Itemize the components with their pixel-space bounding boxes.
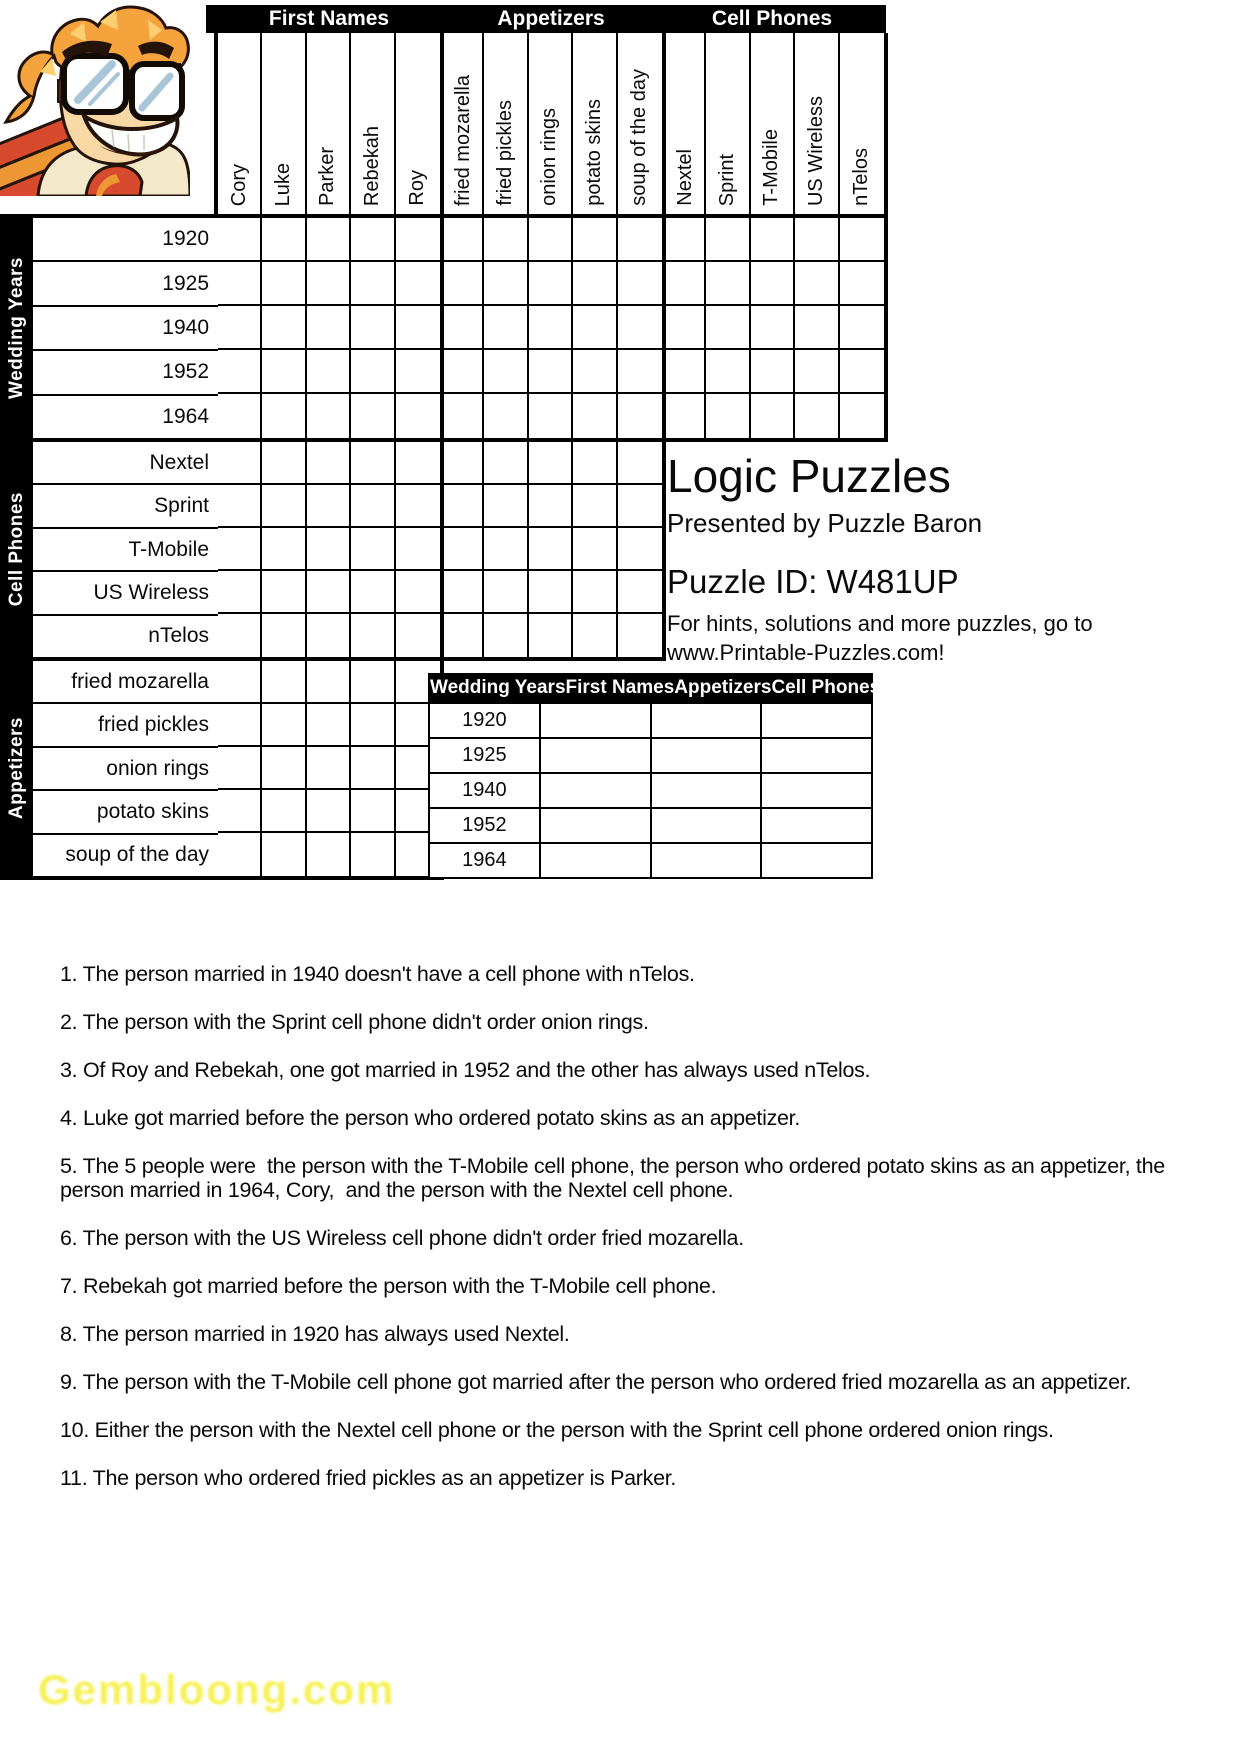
grid-cell[interactable] [351,790,395,833]
grid-cell[interactable] [396,262,440,306]
answer-row [430,807,871,842]
answer-row [430,737,871,772]
col-label-onion-rings [529,33,573,214]
col-label-text: Rebekah [360,125,383,206]
grid-cell[interactable] [307,262,351,306]
grid-cell[interactable] [307,571,351,614]
grid-cell[interactable] [351,442,395,485]
clue-11: 11. The person who ordered fried pickles as an appetizer is Parker. [60,1466,677,1490]
grid-cell[interactable] [706,306,750,350]
col-label-text: potato skins [582,99,605,206]
col-label-text: Cory [227,163,250,206]
grid-cell[interactable] [262,442,306,485]
col-label-Sprint [706,33,750,214]
group-header-first-names: First Names [268,7,390,30]
col-label-Parker [307,33,351,214]
col-label-text: Nextel [673,149,696,206]
goggle-bridge [124,80,134,82]
grid-cell[interactable] [662,218,706,262]
col-label-text: T-Mobile [760,129,783,206]
grid-section-2 [214,657,444,880]
clue-5: 5. The 5 people were the person with the T-Mobile cell phone, the person who ordered potato skins as an appetizer, the person married in 1964, Cory, and the person with the Nextel cell phone. [60,1154,1171,1202]
grid-cell[interactable] [840,350,884,394]
row-label-potato-skins: potato skins [33,791,218,834]
answer-cell[interactable] [539,704,650,737]
col-label-potato-skins [573,33,617,214]
grid-cell[interactable] [484,571,528,614]
group-header-cell-phones: Cell Phones [711,7,833,30]
col-label-fried-pickles [484,33,528,214]
grid-cell[interactable] [218,704,262,747]
col-label-text: fried mozarella [451,74,474,206]
grid-cell[interactable] [262,262,306,306]
row-label-fried-pickles: fried pickles [33,704,218,747]
grid-cell[interactable] [529,306,573,350]
col-label-Cory [218,33,262,214]
col-label-text: onion rings [538,108,561,206]
grid-cell[interactable] [573,442,617,485]
col-label-text: soup of the day [628,69,651,206]
answer-cell[interactable] [760,809,871,842]
grid-cell[interactable] [396,306,440,350]
grid-cell[interactable] [351,306,395,350]
grid-cell[interactable] [262,704,306,747]
grid-cell[interactable] [529,571,573,614]
grid-cell[interactable] [440,485,484,528]
grid-cell[interactable] [618,528,662,571]
mascot-svg [0,0,190,196]
clue-2: 2. The person with the Sprint cell phone didn't order onion rings. [60,1010,649,1034]
grid-cell[interactable] [218,394,262,438]
grid-cell[interactable] [218,614,262,657]
grid-cell[interactable] [751,350,795,394]
grid-cell[interactable] [307,747,351,790]
grid-cell[interactable] [307,528,351,571]
answer-header-Appetizers: Appetizers [674,676,772,698]
col-label-text: Luke [272,162,295,206]
grid-cell[interactable] [218,306,262,350]
grid-cell[interactable] [351,747,395,790]
grid-cell[interactable] [218,442,262,485]
grid-cell[interactable] [529,394,573,438]
watermark: Gembloong.com [38,1666,396,1713]
grid-cell[interactable] [218,485,262,528]
answer-row [430,772,871,807]
answer-row [430,702,871,737]
grid-cell[interactable] [351,704,395,747]
grid-cell[interactable] [307,833,351,876]
grid-cell[interactable] [751,306,795,350]
row-label-1925: 1925 [33,262,218,306]
grid-cell[interactable] [573,485,617,528]
answer-year: 1920 [462,709,507,731]
answer-cell[interactable] [760,704,871,737]
grid-cell[interactable] [440,442,484,485]
grid-cell[interactable] [529,350,573,394]
grid-cell[interactable] [662,306,706,350]
grid-cell[interactable] [484,528,528,571]
row-label-1940: 1940 [33,307,218,351]
grid-cell[interactable] [396,528,440,571]
row-label-fried-mozarella: fried mozarella [33,661,218,704]
grid-cell[interactable] [529,485,573,528]
grid-cell[interactable] [262,350,306,394]
row-group-label: Appetizers [5,717,27,820]
col-label-text: fried pickles [494,100,517,206]
row-label-Sprint: Sprint [33,485,218,528]
row-group-strip-cell-phones [0,442,33,657]
grid-cell[interactable] [751,394,795,438]
info-block [667,452,1227,666]
col-label-Nextel [662,33,706,214]
grid-cell[interactable] [795,262,839,306]
answer-header-First-Names: First Names [565,676,675,698]
grid-cell[interactable] [706,218,750,262]
grid-cell[interactable] [618,262,662,306]
answer-cell[interactable] [539,774,650,807]
grid-cell[interactable] [396,394,440,438]
grid-cell[interactable] [484,394,528,438]
answer-header-Cell-Phones: Cell Phones [771,676,881,698]
grid-cell[interactable] [573,528,617,571]
col-label-text: Parker [316,147,339,206]
answer-cell[interactable] [760,739,871,772]
col-label-Luke [262,33,306,214]
answer-year: 1964 [462,849,507,871]
grid-section-0 [214,214,888,442]
grid-cell[interactable] [573,350,617,394]
clue-1: 1. The person married in 1940 doesn't have a cell phone with nTelos. [60,962,695,986]
grid-cell[interactable] [529,442,573,485]
grid-cell[interactable] [618,485,662,528]
answer-table-head [430,673,881,702]
grid-cell[interactable] [662,394,706,438]
col-label-soup-of-the-day [618,33,662,214]
clue-4: 4. Luke got married before the person who ordered potato skins as an appetizer. [60,1106,801,1130]
grid-cell[interactable] [262,218,306,262]
grid-cell[interactable] [706,394,750,438]
grid-cell[interactable] [440,528,484,571]
grid-cell[interactable] [396,350,440,394]
grid-cell[interactable] [351,614,395,657]
grid-cell[interactable] [573,218,617,262]
col-label-text: Sprint [716,153,739,206]
grid-cell[interactable] [484,218,528,262]
grid-cell[interactable] [484,485,528,528]
grid-cell[interactable] [529,218,573,262]
row-group-strip-appetizers [0,661,33,876]
row-label-1920: 1920 [33,218,218,262]
grid-cell[interactable] [218,833,262,876]
col-label-text: Roy [406,170,429,206]
answer-cell[interactable] [650,774,761,807]
grid-cell[interactable] [706,350,750,394]
answer-header-Wedding-Years: Wedding Years [430,676,566,698]
answer-cell[interactable] [539,809,650,842]
grid-cell[interactable] [307,704,351,747]
grid-cell[interactable] [484,442,528,485]
grid-cell[interactable] [351,394,395,438]
answer-cell[interactable] [760,844,871,877]
grid-cell[interactable] [751,262,795,306]
grid-cell[interactable] [662,350,706,394]
col-label-US-Wireless [795,33,839,214]
row-label-nTelos: nTelos [148,624,209,648]
grid-cell[interactable] [529,262,573,306]
answer-cell[interactable] [760,774,871,807]
grid-cell[interactable] [529,614,573,657]
grid-cell[interactable] [840,394,884,438]
grid-section-1 [214,438,666,661]
hint-line-2: www.Printable-Puzzles.com! [667,639,945,665]
row-block-cell-phones [0,438,218,661]
grid-cell[interactable] [440,394,484,438]
row-group-label: Cell Phones [5,492,27,607]
grid-cell[interactable] [840,262,884,306]
grid-cell[interactable] [218,790,262,833]
grid-cell[interactable] [440,571,484,614]
grid-cell[interactable] [618,218,662,262]
grid-cell[interactable] [484,614,528,657]
grid-cell[interactable] [440,350,484,394]
grid-cell[interactable] [262,661,306,704]
grid-cell[interactable] [351,485,395,528]
clue-10: 10. Either the person with the Nextel cell phone or the person with the Sprint cell phone ordered onion rings. [60,1418,1054,1442]
row-labels-1 [33,442,218,657]
row-label-onion-rings: onion rings [33,748,218,791]
grid-cell[interactable] [840,218,884,262]
row-label-soup-of-the-day: soup of the day [65,843,209,867]
grid-cell[interactable] [618,614,662,657]
clue-7: 7. Rebekah got married before the person with the T-Mobile cell phone. [60,1274,717,1298]
clue-3: 3. Of Roy and Rebekah, one got married in 1952 and the other has always used nTelos. [60,1058,871,1082]
grid-cell[interactable] [307,218,351,262]
page-subtitle: Presented by Puzzle Baron [667,507,983,538]
answer-cell[interactable] [650,809,761,842]
col-label-nTelos [840,33,884,214]
row-labels-2 [33,661,218,876]
grid-cell[interactable] [618,306,662,350]
grid-cell[interactable] [307,614,351,657]
row-label-US-Wireless: US Wireless [33,572,218,615]
grid-cell[interactable] [351,661,395,704]
grid-cell[interactable] [307,790,351,833]
grid-cell[interactable] [307,350,351,394]
row-group-label: Wedding Years [5,256,27,399]
grid-cell[interactable] [440,218,484,262]
grid-cell[interactable] [795,218,839,262]
grid-cell[interactable] [351,571,395,614]
puzzle-id: Puzzle ID: W481UP [667,562,959,600]
row-labels-0 [33,218,218,438]
grid-cell[interactable] [573,394,617,438]
row-group-strip-wedding-years [0,218,33,438]
col-label-T-Mobile [751,33,795,214]
grid-cell[interactable] [396,442,440,485]
answer-year: 1925 [462,744,507,766]
answer-cell[interactable] [539,844,650,877]
answer-cell[interactable] [650,844,761,877]
grid-cell[interactable] [440,262,484,306]
row-block-appetizers [0,657,218,880]
column-group-header-bar [206,5,886,33]
grid-cell[interactable] [262,614,306,657]
grid-cell[interactable] [262,528,306,571]
grid-cell[interactable] [218,747,262,790]
grid-cell[interactable] [396,485,440,528]
grid-cell[interactable] [262,394,306,438]
answer-year: 1940 [462,779,507,801]
grid-cell[interactable] [484,306,528,350]
row-label-T-Mobile: T-Mobile [33,529,218,572]
mascot-illustration [0,0,190,196]
grid-cell[interactable] [706,262,750,306]
grid-cell[interactable] [307,661,351,704]
grid-cell[interactable] [573,614,617,657]
grid-cell[interactable] [351,262,395,306]
grid-cell[interactable] [396,614,440,657]
hint-line-1: For hints, solutions and more puzzles, go to [667,610,1093,636]
grid-cell[interactable] [618,350,662,394]
grid-cell[interactable] [262,485,306,528]
grid-cell[interactable] [795,350,839,394]
clue-6: 6. The person with the US Wireless cell phone didn't order fried mozarella. [60,1226,744,1250]
answer-cell[interactable] [539,739,650,772]
grid-cell[interactable] [440,614,484,657]
clue-9: 9. The person with the T-Mobile cell phone got married after the person who ordered fried mozarella as an appetizer. [60,1370,1132,1394]
grid-cell[interactable] [262,790,306,833]
clues [60,962,1210,1514]
col-label-Rebekah [351,33,395,214]
grid-cell[interactable] [440,306,484,350]
grid-cell[interactable] [351,218,395,262]
answer-cell[interactable] [650,739,761,772]
row-label-1952: 1952 [33,351,218,395]
grid-cell[interactable] [218,661,262,704]
grid-cell[interactable] [218,350,262,394]
answer-table-body [430,702,871,877]
grid-cell[interactable] [662,262,706,306]
grid-cell[interactable] [262,833,306,876]
col-label-fried-mozarella [440,33,484,214]
grid-cell[interactable] [484,262,528,306]
grid-cell[interactable] [218,218,262,262]
grid-cell[interactable] [573,306,617,350]
row-label-1964: 1964 [162,404,209,428]
col-label-Roy [396,33,440,214]
page-title: Logic Puzzles [667,450,951,502]
row-block-wedding-years [0,214,218,442]
grid-cell[interactable] [396,218,440,262]
grid-cell[interactable] [396,571,440,614]
row-label-Nextel: Nextel [33,442,218,485]
group-header-appetizers: Appetizers [497,7,605,30]
grid-cell[interactable] [307,485,351,528]
grid-col-labels [214,33,888,214]
grid-cell[interactable] [573,571,617,614]
grid-cell[interactable] [618,571,662,614]
grid-cell[interactable] [484,350,528,394]
grid-cell[interactable] [218,262,262,306]
grid-cell[interactable] [262,571,306,614]
grid-cell[interactable] [307,394,351,438]
grid-cell[interactable] [618,442,662,485]
grid-cell[interactable] [218,528,262,571]
grid-cell[interactable] [751,218,795,262]
grid-cell[interactable] [795,306,839,350]
grid-cell[interactable] [218,571,262,614]
answer-cell[interactable] [650,704,761,737]
col-label-text: nTelos [850,148,873,206]
answer-row [430,842,871,877]
grid-cell[interactable] [840,306,884,350]
grid-cell[interactable] [795,394,839,438]
grid-cell[interactable] [529,528,573,571]
grid-cell[interactable] [573,262,617,306]
clue-8: 8. The person married in 1920 has always used Nextel. [60,1322,570,1346]
grid-cell[interactable] [307,306,351,350]
grid-cell[interactable] [618,394,662,438]
grid-cell[interactable] [351,350,395,394]
col-label-text: US Wireless [804,95,827,206]
grid-cell[interactable] [262,747,306,790]
grid-cell[interactable] [351,833,395,876]
answer-year: 1952 [462,814,507,836]
answer-table [428,673,881,879]
grid-cell[interactable] [351,528,395,571]
grid-cell[interactable] [307,442,351,485]
grid-cell[interactable] [262,306,306,350]
